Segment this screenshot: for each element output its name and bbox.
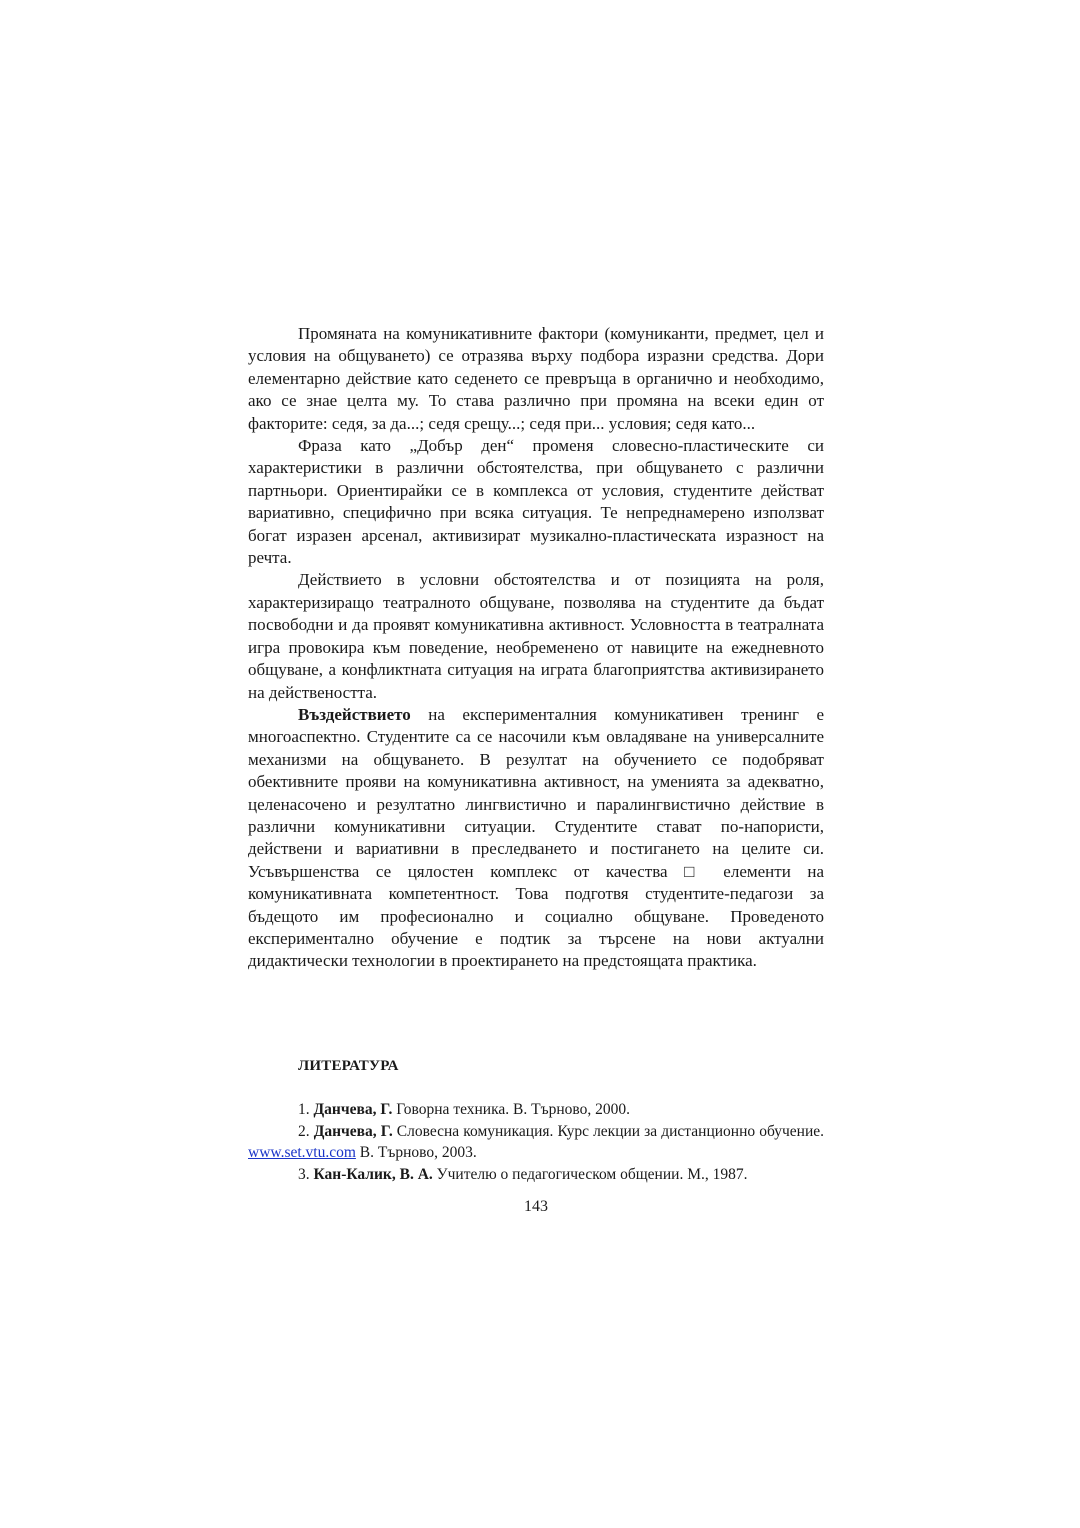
paragraph-2-text: Фраза като „Добър ден“ променя словесно-пластическите си характеристики в различни обстоятелства, при общуването с различни партньори. Ориентирайки се в комплекса от условия, студентите действат вариативно, специфично при всяка ситуация. Те непреднамерено използват богат изразен арсенал, активизират музикално-пластическата изразност на речта.: [248, 436, 824, 568]
reference-text: Учителю о педагогическом общении. М., 1987.: [432, 1165, 748, 1183]
references-heading: ЛИТЕРАТУРА: [298, 1058, 399, 1074]
paragraph-3-text: Действието в условни обстоятелства и от позицията на роля, характеризиращо театралното общуване, позволява на студентите да бъдат посвободни и да проявят комуникативна активност. Условността в театралната игра провокира към поведение, необременено от навиците на ежедневното общуване, а конфликтната ситуация на играта благоприятства активизирането на действеността.: [248, 570, 824, 702]
reference-item: [248, 1164, 824, 1186]
reference-author: Кан-Калик, В. А.: [313, 1165, 433, 1183]
reference-author: Данчева, Г.: [313, 1122, 393, 1140]
paragraph-3: [248, 569, 824, 703]
reference-item: [248, 1099, 824, 1121]
paragraph-4-text: на експерименталния комуникативен тренинг е многоаспектно. Студентите са се насочили към овладяване на универсалните механизми на общуването. В резултат на обучението се подобряват обективните прояви на комуникативна активност, на уменията за адекватно, целенасочено и резултатно лингвистично и паралингвистично действие в различни комуникативни ситуации. Студентите стават по-напористи, действени и вариативни в преследването и постигането на целите си. Усъвършенства се цялостен комплекс от качества □ елементи на комуникативната компетентност. Това подготвя студентите-педагози за бъдещото им професионално и социално общуване. Проведеното експериментално обучение е подтик за търсене на нови актуални дидактически технологии в проектирането на предстоящата практика.: [248, 704, 824, 971]
reference-item: [248, 1121, 824, 1164]
paragraph-1: [248, 323, 824, 435]
reference-text: Словесна комуникация. Курс лекции за дистанционно обучение.: [392, 1122, 825, 1140]
references-list: [248, 1099, 824, 1185]
body-text: [248, 323, 824, 973]
paragraph-4: [248, 704, 824, 973]
reference-author: Данчева, Г.: [313, 1101, 393, 1118]
reference-number: 2.: [298, 1122, 310, 1140]
paragraph-1-text: Промяната на комуникативните фактори (комуниканти, предмет, цел и условия на общуването) се отразява върху подбора изразни средства. Дори елементарно действие като седенето се превръща в органично и необходимо, ако се знае целта му. То става различно при промяна на всеки един от факторите: седя, за да...; седя срещу...; седя при... условия; седя като...: [248, 324, 824, 433]
paragraph-2: [248, 435, 824, 569]
reference-text-after-link: В. Търново, 2003.: [355, 1144, 477, 1161]
page-number: 143: [524, 1198, 548, 1215]
reference-text: Говорна техника. В. Търново, 2000.: [392, 1101, 630, 1118]
reference-number: 3.: [298, 1165, 310, 1183]
reference-link[interactable]: www.set.vtu.com: [248, 1144, 356, 1161]
reference-number: 1.: [298, 1101, 310, 1118]
paragraph-4-bold-term: Въздействието: [298, 704, 411, 724]
